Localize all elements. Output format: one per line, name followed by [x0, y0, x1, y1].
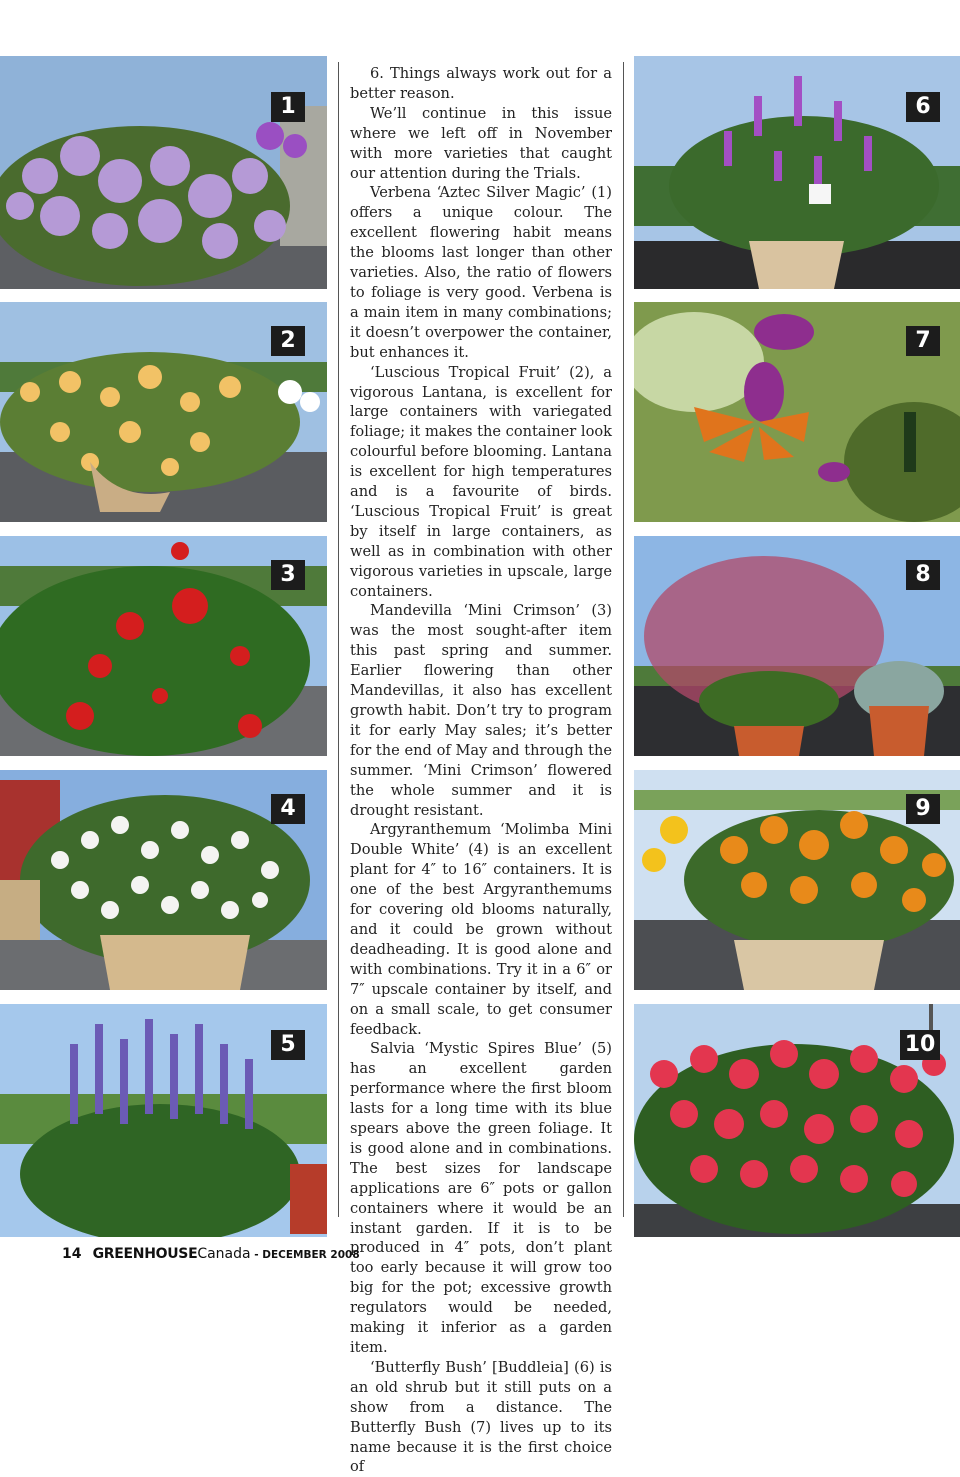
issue-date: DECEMBER 2008 [262, 1249, 360, 1261]
photo-4 [0, 770, 327, 990]
photo-number-badge: 6 [906, 92, 940, 122]
article-paragraph: Argyranthemum ‘Molimba Mini Double White’ (4) is an excellent plant for 4″ to 16″ containers. It is one of the best Argyranthemums for covering old blooms naturally, and it could be grown without deadheading. It is good alone and with combinations. Try it in a 6″ or 7″ upscale container by itself, and on a small scale, to get consumer feedback. [350, 821, 612, 1038]
page-number: 14 [62, 1246, 82, 1262]
photo-7 [634, 302, 960, 522]
photo-1 [0, 56, 327, 289]
photo-number-badge: 10 [900, 1030, 940, 1060]
photo-2 [0, 302, 327, 522]
photo-5 [0, 1004, 327, 1237]
article-paragraph: Salvia ‘Mystic Spires Blue’ (5) has an excellent garden performance where the first bloom lasts for a long time with its blue spears above the green foliage. It is good alone and in combinations. The best sizes for landscape applications are 6″ pots or gallon containers where it would be an instant garden. If it is to be produced in 4″ pots, don’t plant too early because it will grow too big for the pot; excessive growth regulators would be needed, making it inferior as a garden item. [350, 1040, 612, 1356]
article-paragraph: Verbena ‘Aztec Silver Magic’ (1) offers a unique colour. The excellent flowering habit means the blooms last longer than other varieties. Also, the ratio of flowers to foliage is very good. Verbena is a main item in many combinations; it doesn’t overpower the container, but enhances it. [350, 184, 612, 361]
photo-10 [634, 1004, 960, 1237]
article-paragraph: We’ll continue in this issue where we left off in November with more varieties that caught our attention during the Trials. [350, 104, 612, 182]
article-column [338, 62, 624, 1476]
photo-number-badge: 5 [271, 1030, 305, 1060]
photo-number-badge: 3 [271, 560, 305, 590]
photo-number-badge: 1 [271, 92, 305, 122]
photo-1-image [0, 56, 327, 289]
magazine-name-light: Canada [197, 1246, 251, 1262]
photo-number-badge: 4 [271, 794, 305, 824]
photo-number-badge: 8 [906, 560, 940, 590]
article-paragraph: ‘Luscious Tropical Fruit’ (2), a vigorous Lantana, is excellent for large containers with variegated foliage; it makes the container look colourful before blooming. Lantana is excellent for high temperatures and is a favourite of birds. ‘Luscious Tropical Fruit’ is great by itself in large containers, as well as in combination with other vigorous varieties in upscale, large containers. [350, 363, 612, 600]
magazine-name-bold: GREENHOUSE [92, 1246, 198, 1262]
page-footer [62, 1243, 360, 1262]
article-paragraph: 6. Things always work out for a better reason. [350, 65, 612, 102]
article-paragraph: Mandevilla ‘Mini Crimson’ (3) was the most sought-after item this past spring and summer. Earlier flowering than other Mandevillas, it also has excellent growth habit. Don’t try to program it for early May sales; it’s better for the end of May and through the summer. ‘Mini Crimson’ flowered the whole summer and it is drought resistant. [350, 602, 612, 819]
photo-9 [634, 770, 960, 990]
photo-8 [634, 536, 960, 756]
photo-6 [634, 56, 960, 289]
article-paragraph: ‘Butterfly Bush’ [Buddleia] (6) is an old shrub but it still puts on a show from a distance. The Butterfly Bush (7) lives up to its name because it is the first choice of [350, 1358, 612, 1476]
photo-number-badge: 2 [271, 326, 305, 356]
photo-6-image [634, 56, 960, 289]
photo-number-badge: 9 [906, 794, 940, 824]
photo-3 [0, 536, 327, 756]
photo-number-badge: 7 [906, 326, 940, 356]
footer-separator: - [250, 1249, 263, 1261]
